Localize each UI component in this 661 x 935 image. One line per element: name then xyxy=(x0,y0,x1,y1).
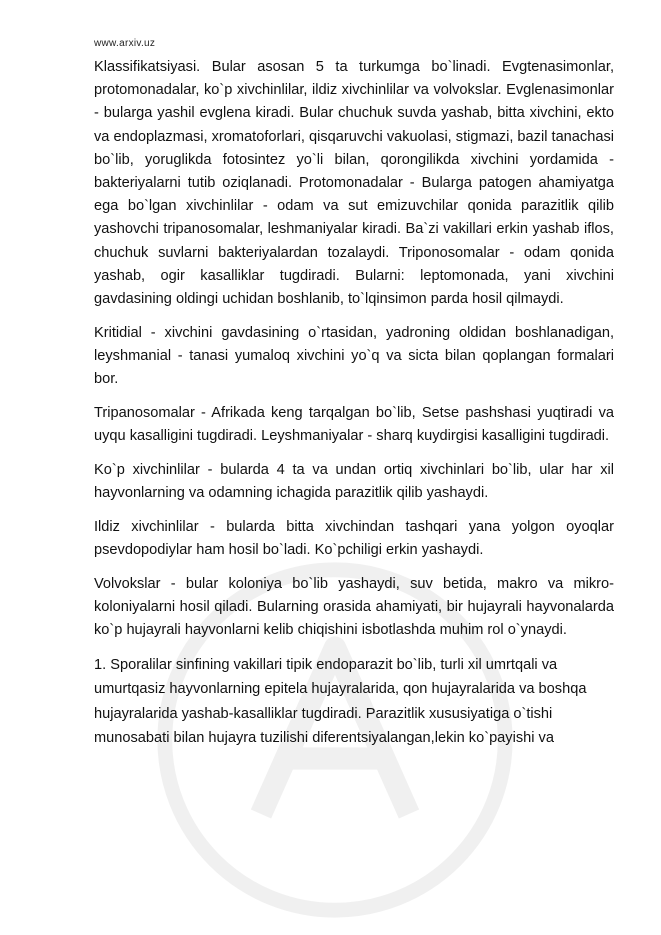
paragraph-classification: Klassifikatsiyasi. Bular asosan 5 ta turkumga bo`linadi. Evgtenasimonlar, protomonadalar, ko`p xivchinlilar, ildiz xivchinlilar va volvokslar. Evglenasimonlar - bularga yashil evglena kiradi. Bular chuchuk suvda yashab, bitta xivchini, ekto va endoplazmasi, xromatoforlari, qisqaruvchi vakuolasi, stigmazi, bazil tanachasi bo`lib, yoruglikda fotosintez yo`li bilan, qorongilikda xivchini yordamida - bakteriyalarni tutib oziqlanadi. Protomonadalar - Bularga patogen ahamiyatga ega bo`lgan xivchinlilar - odam va sut emizuvchilar qonida parazitlik qilib yashovchi tripanosomalar, leshmaniyalar kiradi. Ba`zi vakillari erkin yashab iflos, chuchuk suvlarni bakteriyalardan tozalaydi. Triponosomalar - odam qonida yashab, ogir kasalliklar tugdiradi. Bularni: leptomonada, yani xivchini gavdasining oldingi uchidan boshlanib, to`lqinsimon parda hosil qilmaydi. xyxy=(94,59,614,308)
paragraph-volvokslar: Volvokslar - bular koloniya bo`lib yashaydi, suv betida, makro va mikro-koloniyalarni hosil qiladi. Bularning orasida ahamiyati, bir hujayrali hayvonalarda ko`p hujayrali hayvonlarni kelib chiqishini isbotlashda muhim rol o`ynaydi. xyxy=(94,575,614,638)
text-line: hujayralarida yashab-kasalliklar tugdiradi. Parazitlik xususiyatiga o`tishi xyxy=(94,705,553,722)
source-url: www.arxiv.uz xyxy=(94,38,156,49)
paragraph-tripanosomalar: Tripanosomalar - Afrikada keng tarqalgan bo`lib, Setse pashshasi yuqtiradi va uyqu kasalligini tugdiradi. Leyshmaniyalar - sharq kuydirgisi kasalligini tugdiradi. xyxy=(94,404,614,445)
paragraph-kop-xivchinlilar: Ko`p xivchinlilar - bularda 4 ta va undan ortiq xivchinlari bo`lib, ular har xil hayvonlarning va odamning ichagida parazitlik qilib yashaydi. xyxy=(94,461,614,501)
document-body xyxy=(94,56,614,762)
text-line: 1. Sporalilar sinfining vakillari tipik endoparazit bo`lib, turli xil umrtqali va xyxy=(94,656,558,673)
text-line: munosabati bilan hujayra tuzilishi diferentsiyalangan,lekin ko`payishi va xyxy=(94,730,554,747)
paragraph-kritidial: Kritidial - xivchini gavdasining o`rtasidan, yadroning oldidan boshlanadigan, leyshmanial - tanasi yumaloq xivchini yo`q va sicta bilan qoplangan formalari bor. xyxy=(94,324,614,388)
text-line: umurtqasiz hayvonlarning epitela hujayralarida, qon hujayralarida va boshqa xyxy=(94,681,587,698)
paragraph-sporalilar xyxy=(94,653,614,751)
paragraph-ildiz-xivchinlilar: Ildiz xivchinlilar - bularda bitta xivchindan tashqari yana yolgon oyoqlar psevdopodiylar ham hosil bo`ladi. Ko`pchiligi erkin yashaydi. xyxy=(94,518,614,558)
